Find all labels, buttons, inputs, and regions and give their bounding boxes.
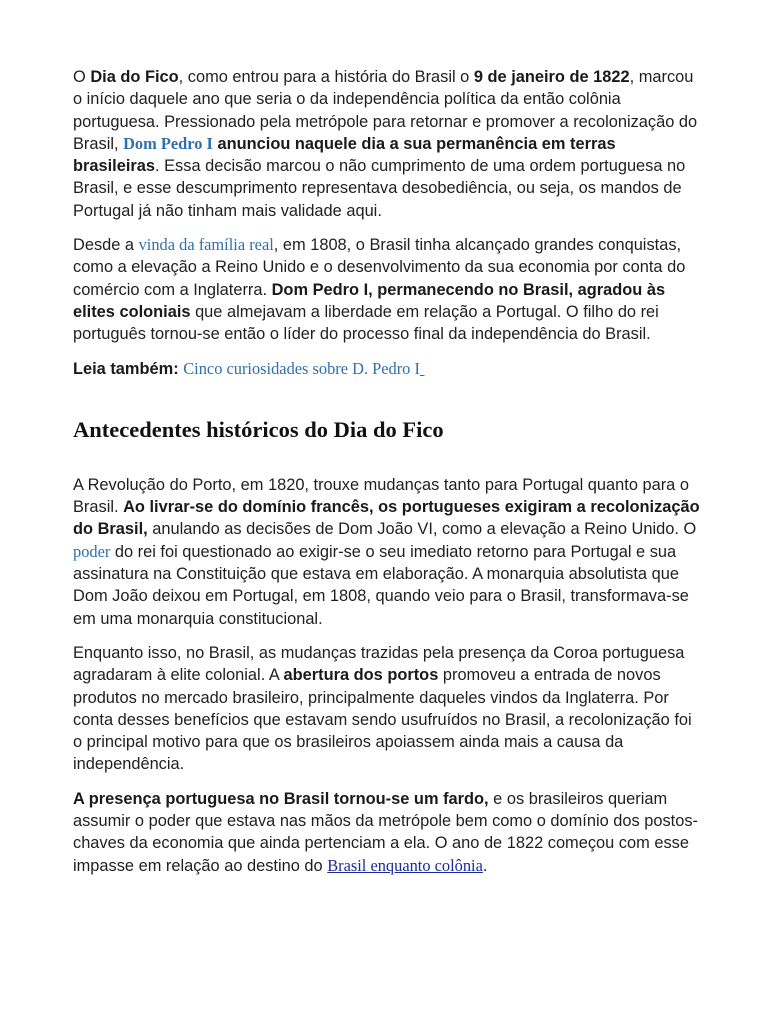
- paragraph-fardo: [73, 788, 703, 877]
- text: , marcou o início daquele ano que seria o da independência política da então colônia portuguesa. Pressionado pela metrópole para retornar e promover a recolonização do Brasil,: [73, 68, 698, 153]
- paragraph-dia-do-fico: [73, 66, 703, 222]
- text: , em 1808, o Brasil tinha alcançado grandes conquistas, como a elevação a Reino Unido e o desenvolvimento da sua economia por conta do comércio com a Inglaterra.: [73, 236, 686, 299]
- article-body: [73, 66, 703, 889]
- text: Desde a: [73, 236, 139, 255]
- section-heading: Antecedentes históricos do Dia do Fico: [73, 416, 444, 442]
- link-brasil-enquanto-colonia[interactable]: Brasil enquanto colônia: [327, 855, 483, 875]
- link-poder[interactable]: poder: [73, 541, 111, 561]
- paragraph-leia-tambem: [73, 358, 703, 380]
- text: anulando as decisões de Dom João VI, como a elevação a Reino Unido. O: [147, 520, 697, 539]
- link-trailing-space: [420, 360, 425, 378]
- leia-tambem-label: Leia também:: [73, 359, 179, 378]
- text: promoveu a entrada de novos produtos no mercado brasileiro, principalmente daqueles vindos da Inglaterra. Por conta desses benefícios que estavam sendo usufruídos no Brasil, a recolonização foi o principal motivo para que os brasileiros apoiassem ainda mais a causa da independência.: [73, 666, 692, 774]
- text: . Essa decisão marcou o não cumprimento de uma ordem portuguesa no Brasil, e esse descumprimento representava desobediência, ou seja, os mandos de Portugal já não tinham mais validade aqui.: [73, 157, 686, 220]
- text: A Revolução do Porto, em 1820, trouxe mudanças tanto para Portugal quanto para o Brasil.: [73, 475, 689, 517]
- paragraph-familia-real: [73, 234, 703, 345]
- text: Enquanto isso, no Brasil, as mudanças trazidas pela presença da Coroa portuguesa agradaram à elite colonial. A: [73, 643, 685, 685]
- bold-text: Ao livrar-se do domínio francês, os portugueses exigiram a recolonização do Brasil,: [73, 498, 700, 539]
- text: que almejavam a liberdade em relação a Portugal. O filho do rei português tornou-se então o líder do processo final da independência do Brasil.: [73, 302, 659, 344]
- bold-date: 9 de janeiro de 1822: [473, 68, 630, 86]
- bold-text: Dia do Fico: [90, 68, 179, 86]
- bold-text: Dom Pedro I, permanecendo no Brasil, agradou às elites coloniais: [73, 280, 666, 321]
- bold-text: A presença portuguesa no Brasil tornou-se um fardo,: [73, 789, 489, 808]
- text: , como entrou para a história do Brasil o: [178, 68, 474, 86]
- link-vinda-familia-real[interactable]: vinda da família real: [138, 235, 274, 255]
- bold-text: anunciou naquele dia a sua permanência em terras brasileiras: [73, 134, 616, 176]
- text: e os brasileiros queriam assumir o poder que estava nas mãos da metrópole bem como o domínio dos postos-chaves da economia que ainda pertenciam a ela. O ano de 1822 começou com esse impasse em relação ao destino do: [73, 789, 698, 875]
- paragraph-revolucao-porto: [73, 474, 703, 630]
- text: do rei foi questionado ao exigir-se o seu imediato retorno para Portugal e sua assinatura na Constituição que estava em elaboração. A monarquia absolutista que Dom João deixou em Portugal, em 1808, quando veio para o Brasil, transformava-se em uma monarquia constitucional.: [73, 542, 689, 628]
- text: O: [73, 68, 91, 86]
- link-cinco-curiosidades[interactable]: Cinco curiosidades sobre D. Pedro I: [183, 358, 420, 378]
- text: .: [482, 856, 488, 875]
- paragraph-abertura-portos: [73, 642, 703, 776]
- link-dom-pedro-i[interactable]: Dom Pedro I: [123, 133, 213, 153]
- bold-text: abertura dos portos: [283, 666, 439, 685]
